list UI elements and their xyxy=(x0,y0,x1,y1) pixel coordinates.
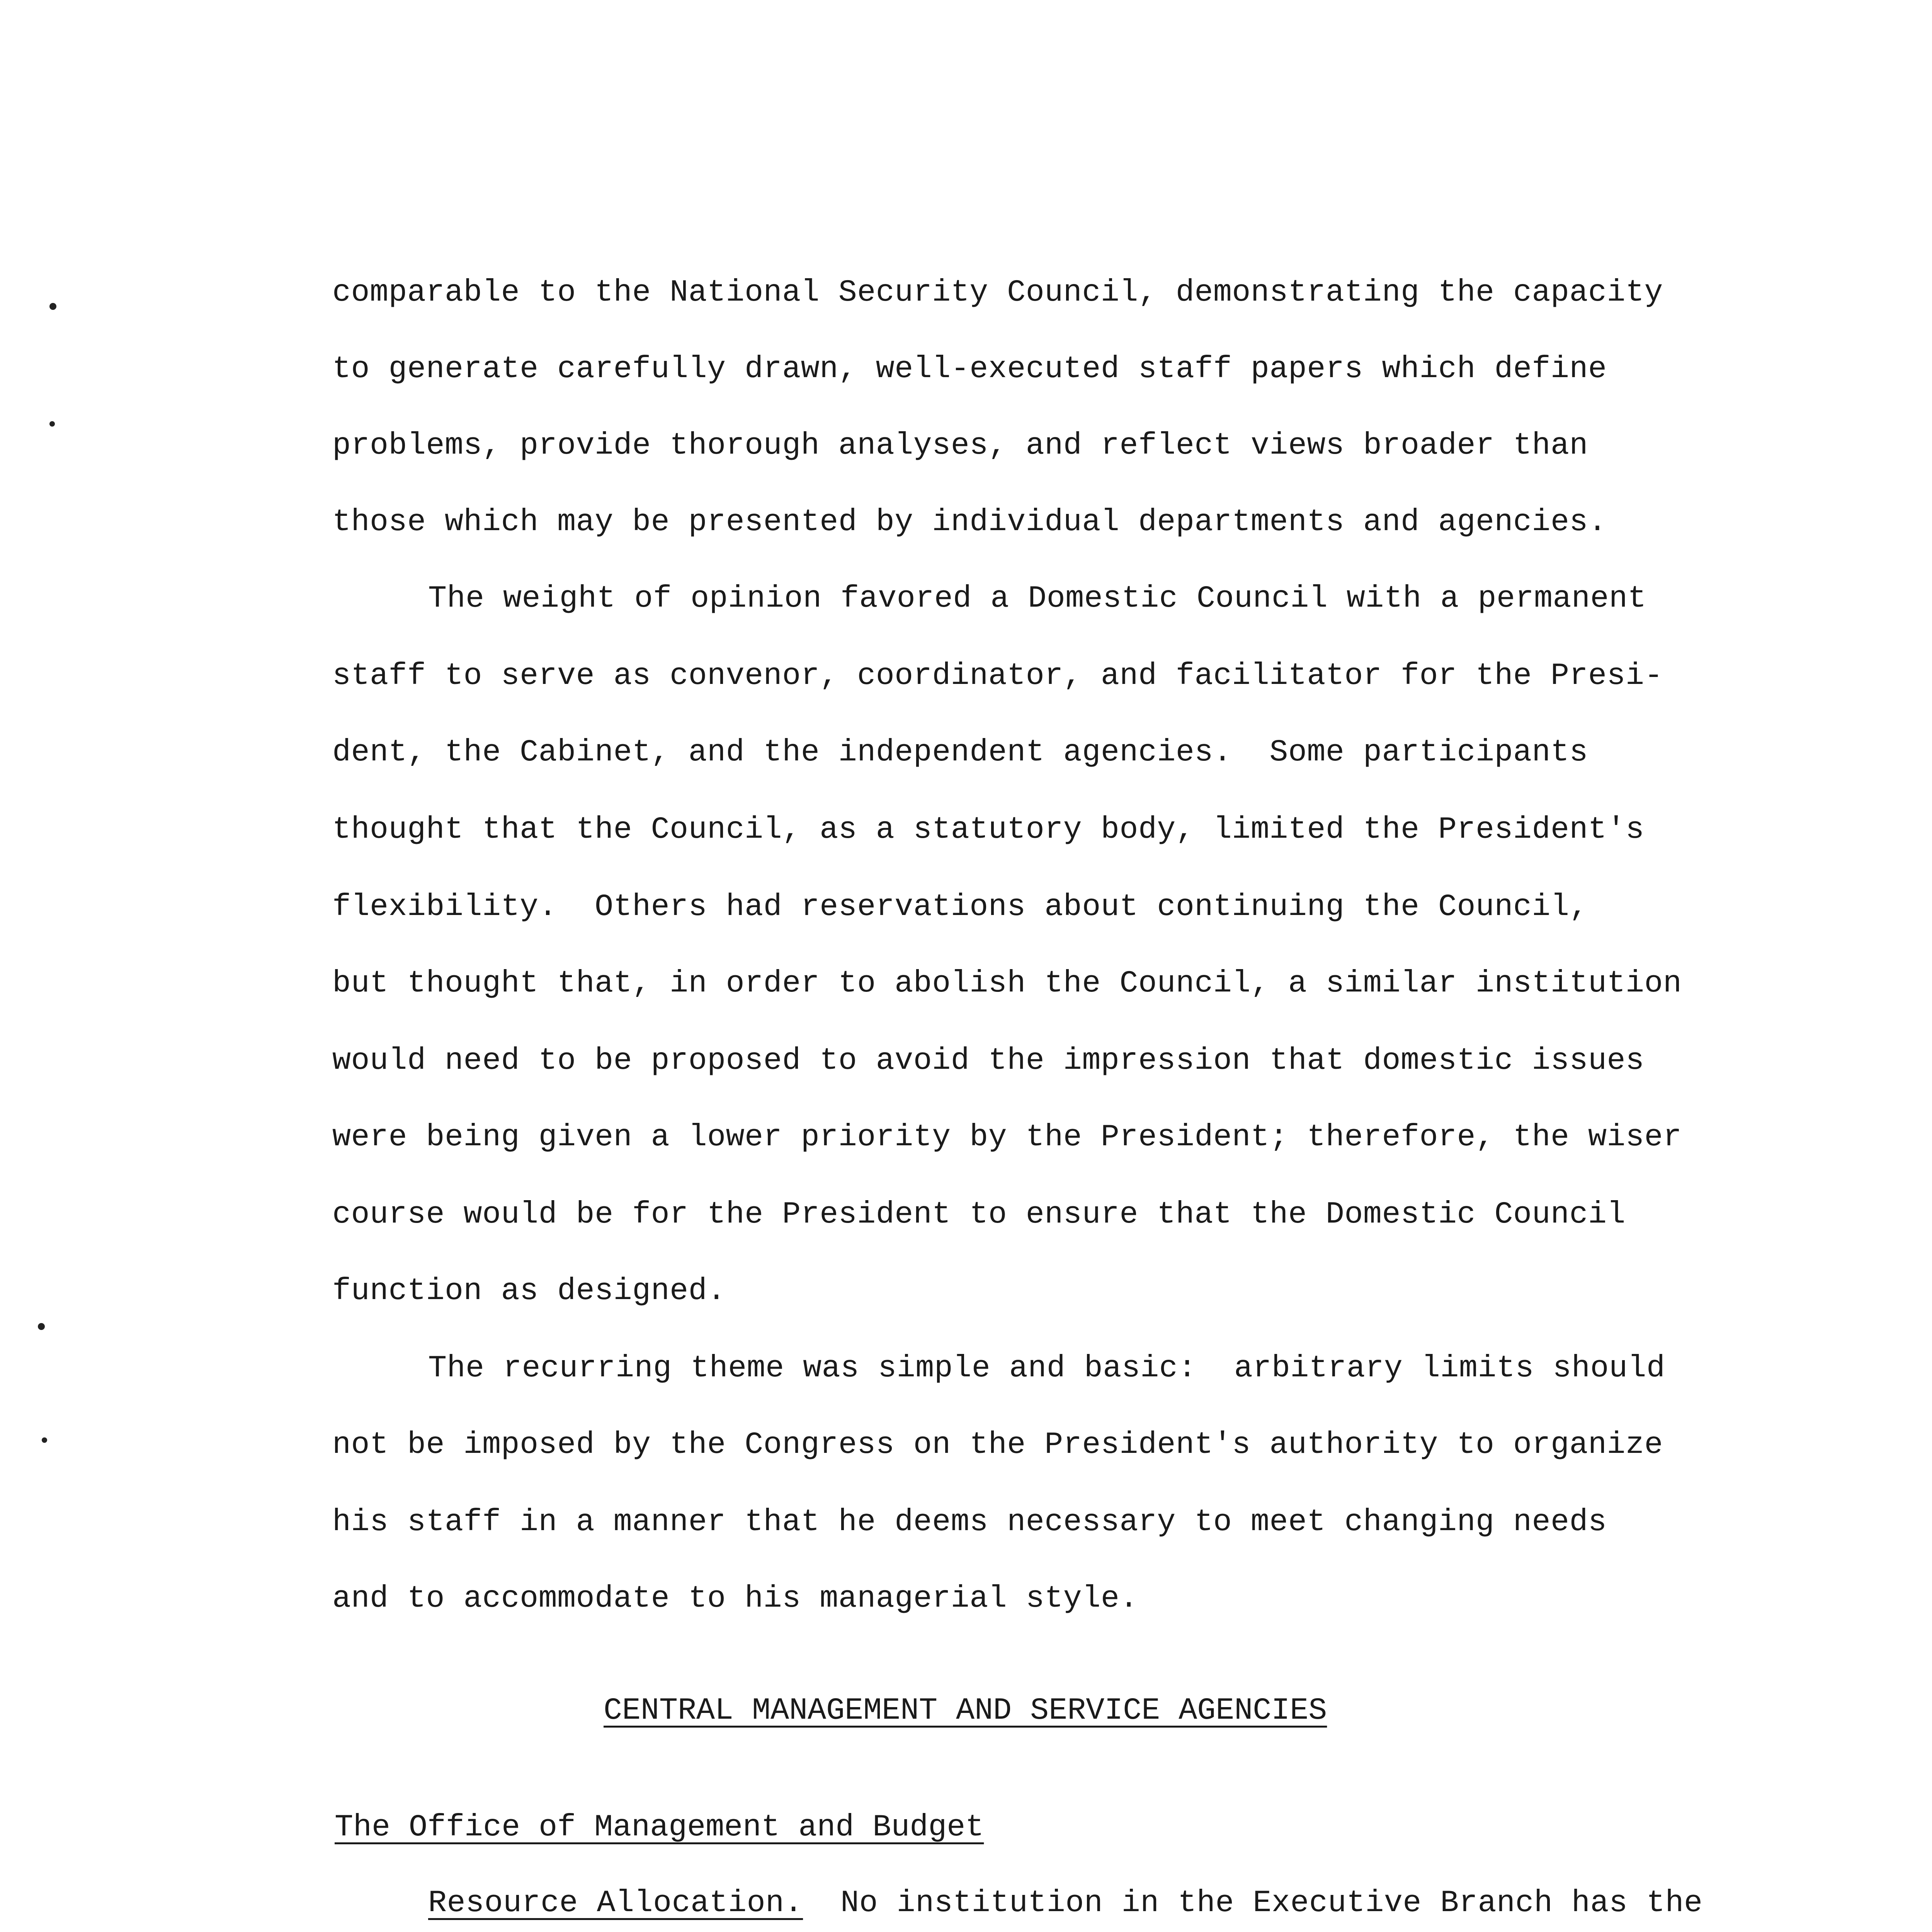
section-heading: CENTRAL MANAGEMENT AND SERVICE AGENCIES xyxy=(604,1693,1327,1728)
body-line: The recurring theme was simple and basic: arbitrary limits should xyxy=(428,1351,1665,1386)
body-line-rest: No institution in the Executive Branch has the xyxy=(803,1886,1703,1921)
body-line: not be imposed by the Congress on the President's authority to organize xyxy=(332,1427,1663,1463)
body-line: flexibility. Others had reservations about continuing the Council, xyxy=(332,889,1588,925)
body-line: course would be for the President to ensure that the Domestic Council xyxy=(332,1197,1626,1232)
body-line: problems, provide thorough analyses, and reflect views broader than xyxy=(332,428,1588,463)
body-line: staff to serve as convenor, coordinator, and facilitator for the Presi- xyxy=(332,658,1663,694)
body-line-with-runin xyxy=(428,1884,1703,1923)
scan-speck xyxy=(49,421,55,427)
body-line: dent, the Cabinet, and the independent agencies. Some participants xyxy=(332,735,1588,770)
body-line: would need to be proposed to avoid the impression that domestic issues xyxy=(332,1043,1645,1078)
body-line: comparable to the National Security Council, demonstrating the capacity xyxy=(332,275,1663,310)
body-line: thought that the Council, as a statutory body, limited the President's xyxy=(332,812,1645,847)
body-line: those which may be presented by individual departments and agencies. xyxy=(332,505,1607,540)
runin-heading: Resource Allocation. xyxy=(428,1886,803,1921)
body-line: The weight of opinion favored a Domestic Council with a permanent xyxy=(428,581,1647,616)
body-line: and to accommodate to his managerial style. xyxy=(332,1581,1138,1616)
subsection-heading: The Office of Management and Budget xyxy=(335,1810,984,1845)
scan-speck xyxy=(42,1437,47,1443)
scan-speck xyxy=(38,1323,45,1330)
body-line: were being given a lower priority by the President; therefore, the wiser xyxy=(332,1120,1682,1155)
body-line: function as designed. xyxy=(332,1274,726,1309)
body-line: to generate carefully drawn, well-executed staff papers which define xyxy=(332,352,1607,387)
body-line: but thought that, in order to abolish the Council, a similar institution xyxy=(332,966,1682,1001)
body-line: his staff in a manner that he deems necessary to meet changing needs xyxy=(332,1505,1607,1540)
scan-speck xyxy=(49,303,56,310)
